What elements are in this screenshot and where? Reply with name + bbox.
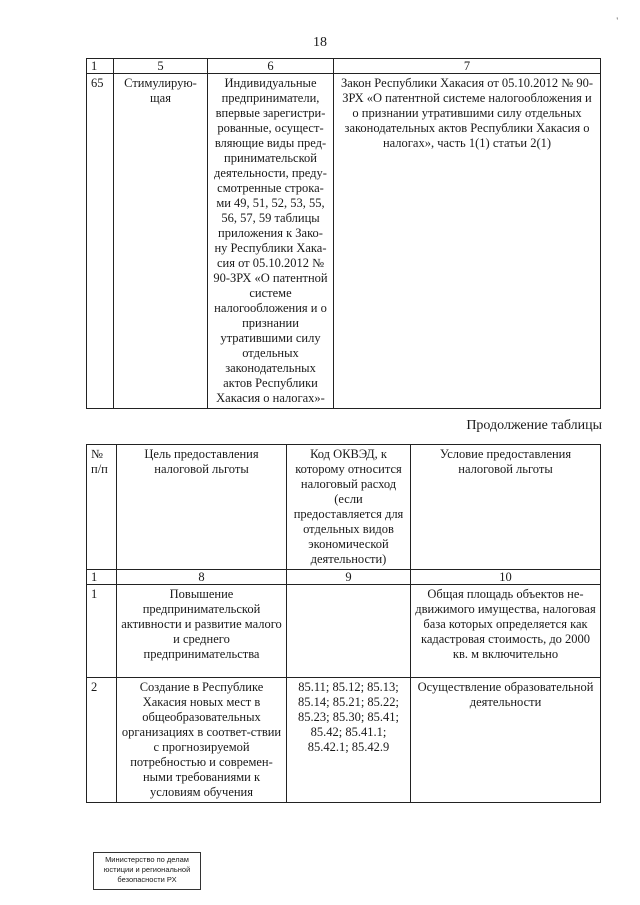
legal-basis-cell: Закон Республики Хакасия от 05.10.2012 № 90-ЗРХ «О патентной системе налогообложения и о признании утратившими силу отдельных законодательных актов Республики Хакасия о налогах», часть 1(1) статьи 2(1) [334, 74, 601, 409]
benefits-table-bottom [86, 444, 601, 803]
column-number: 9 [287, 570, 411, 585]
goal-cell: Создание в Республике Хакасия новых мест в общеобразовательных организациях в соответ-ствии с прогнозируемой потребностью и современ-ными требованиями к условиям обучения [117, 678, 287, 803]
header-goal: Цель предоставления налоговой льготы [117, 445, 287, 570]
recipients-cell: Индивидуальные предприниматели, впервые зарегистри-рованные, осущест-вляющие виды пред-принимательской деятельности, преду-смотренные строка-ми 49, 51, 52, 53, 55, 56, 57, 59 таблицы приложения к Зако-ну Республики Хака-сия от 05.10.2012 № 90-ЗРХ «О патентной системе налогообложения и о признании утратившими силу отдельных законодательных актов Республики Хакасия о налогах»- [208, 74, 334, 409]
stamp-line: юстиции и региональной [103, 865, 191, 874]
ministry-stamp [93, 852, 201, 890]
column-numbers-row [87, 59, 601, 74]
header-row [87, 445, 601, 570]
benefits-table-top [86, 58, 601, 409]
corner-mark: ' [616, 16, 618, 26]
column-numbers-row [87, 570, 601, 585]
column-number: 10 [411, 570, 601, 585]
header-okved: Код ОКВЭД, к которому относится налоговый расход (если предоставляется для отдельных видов экономической деятельности) [287, 445, 411, 570]
table-row [87, 585, 601, 678]
stamp-line: Министерство по делам [105, 855, 189, 864]
page-number: 18 [313, 35, 327, 50]
stamp-line: безопасности РХ [117, 875, 177, 884]
goal-cell: Повышение предпринимательской активности и развитие малого и среднего предпринимательства [117, 585, 287, 678]
header-num: № п/п [87, 445, 117, 570]
header-condition: Условие предоставления налоговой льготы [411, 445, 601, 570]
condition-cell: Общая площадь объектов не-движимого имущества, налоговая база которых определяется как кадастровая стоимость, до 2000 кв. м включительно [411, 585, 601, 678]
okved-cell: 85.11; 85.12; 85.13; 85.14; 85.21; 85.22; 85.23; 85.30; 85.41; 85.42; 85.41.1; 85.42.1; 85.42.9 [287, 678, 411, 803]
okved-cell [287, 585, 411, 678]
column-number: 6 [208, 59, 334, 74]
column-number: 5 [114, 59, 208, 74]
row-number: 1 [87, 585, 117, 678]
table-row [87, 74, 601, 409]
row-number: 65 [87, 74, 114, 409]
column-number: 7 [334, 59, 601, 74]
column-number: 8 [117, 570, 287, 585]
continuation-label: Продолжение таблицы [466, 418, 602, 433]
column-number: 1 [87, 570, 117, 585]
row-number: 2 [87, 678, 117, 803]
benefit-type-cell: Стимулирую-щая [114, 74, 208, 409]
condition-cell: Осуществление образовательной деятельности [411, 678, 601, 803]
column-number: 1 [87, 59, 114, 74]
table-row [87, 678, 601, 803]
